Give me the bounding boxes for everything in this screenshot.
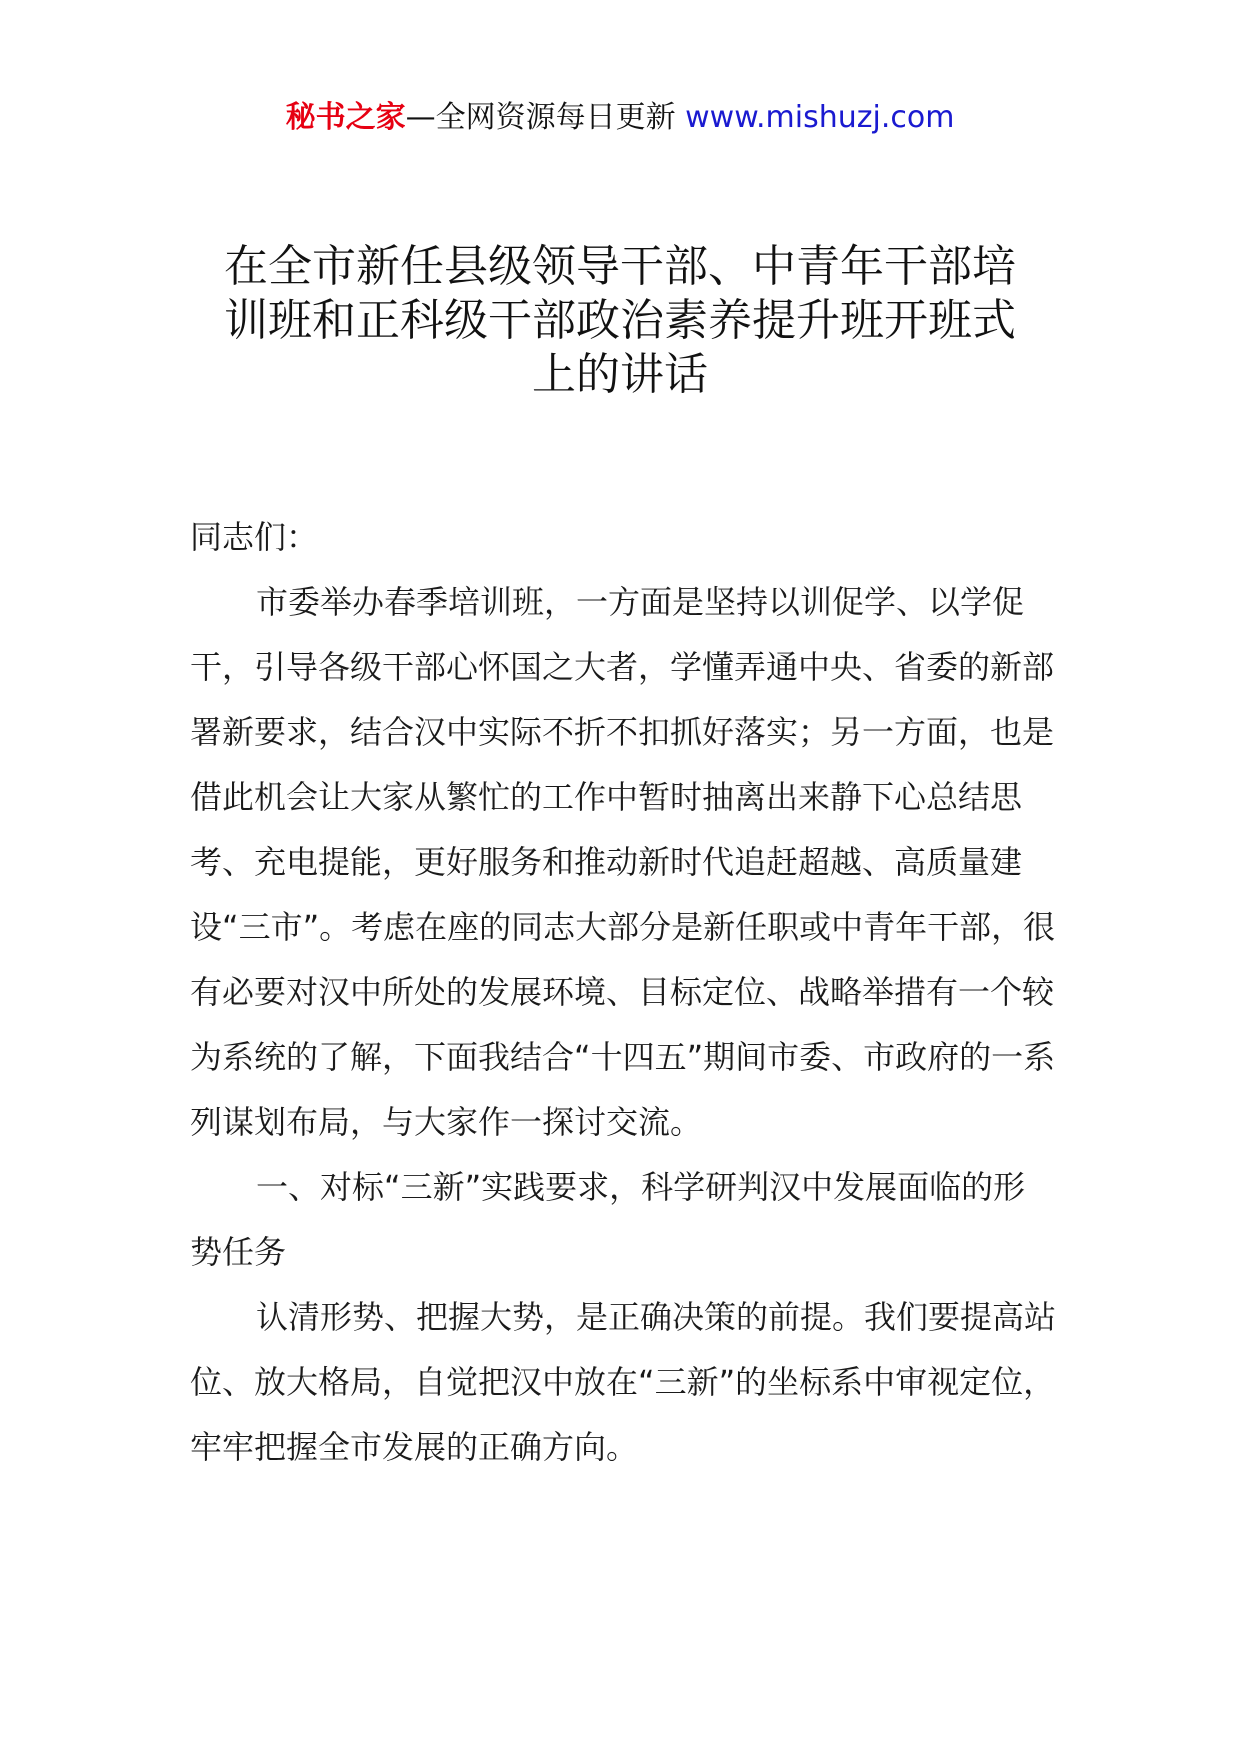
salutation: 同志们： xyxy=(190,518,319,556)
document-title xyxy=(190,240,1050,402)
document-body xyxy=(190,505,1056,1480)
body-paragraph: 认清形势、把握大势，是正确决策的前提。我们要提高站位、放大格局，自觉把汉中放在“三新”的坐标系中审视定位，牢牢把握全市发展的正确方向。 xyxy=(190,1298,1057,1466)
title-line: 上的讲话 xyxy=(532,349,708,400)
brand-name: 秘书之家 xyxy=(285,100,406,135)
title-line: 训班和正科级干部政治素养提升班开班式 xyxy=(224,295,1016,346)
body-paragraph: 市委举办春季培训班，一方面是坚持以训促学、以学促干，引导各级干部心怀国之大者，学懂弄通中央、省委的新部署新要求，结合汉中实际不折不扣抓好落实；另一方面，也是借此机会让大家从繁忙的工作中暂时抽离出来静下心总结思考、充电提能，更好服务和推动新时代追赶超越、高质量建设“三市”。考虑在座的同志大部分是新任职或中青年干部，很有必要对汉中所处的发展环境、目标定位、战略举措有一个较为系统的了解，下面我结合“十四五”期间市委、市政府的一系列谋划布局，与大家作一探讨交流。 xyxy=(190,583,1056,1141)
header-tagline: —全网资源每日更新 xyxy=(405,100,676,135)
watermark-header xyxy=(0,98,1240,138)
title-line: 在全市新任县级领导干部、中青年干部培 xyxy=(224,241,1016,292)
website-link[interactable]: www.mishuzj.com xyxy=(685,100,955,135)
section-heading: 一、对标“三新”实践要求，科学研判汉中发展面临的形势任务 xyxy=(190,1168,1026,1271)
